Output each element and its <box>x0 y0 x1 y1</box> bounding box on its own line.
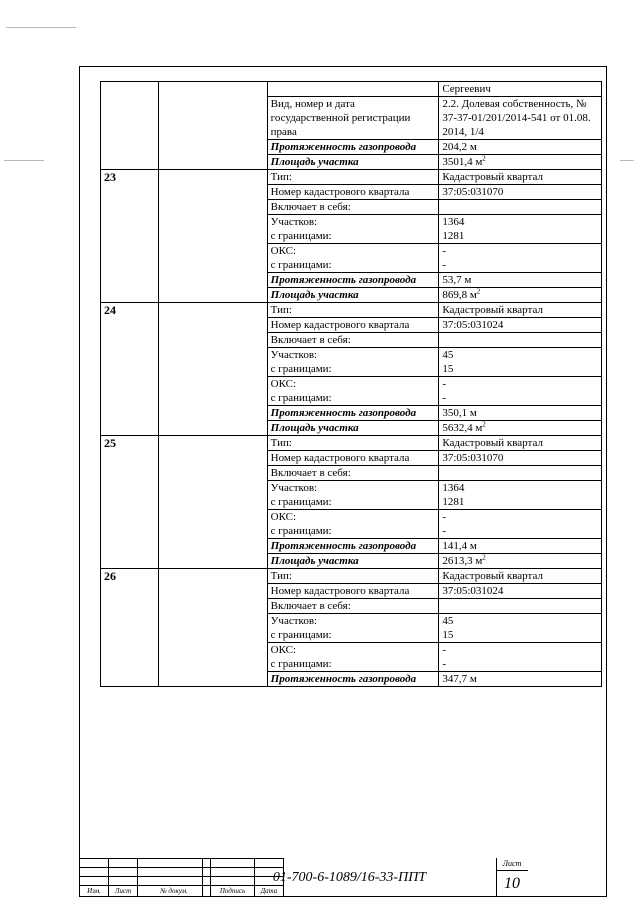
row-label: с границами: <box>267 229 439 244</box>
row-label: Номер кадастрового квартала <box>267 185 439 200</box>
row-value <box>439 155 602 170</box>
row-value <box>439 82 602 97</box>
row-value <box>439 539 602 554</box>
col-label-list: Лист <box>109 886 138 897</box>
scan-artifact-top <box>6 27 76 28</box>
empty-cell <box>159 436 267 569</box>
value-text: Кадастровый квартал <box>442 570 543 582</box>
value-text: - <box>442 378 446 390</box>
row-label: Номер кадастрового квартала <box>267 451 439 466</box>
unit-superscript: 2 <box>476 287 481 296</box>
value-text: 1281 <box>442 496 465 508</box>
value-text: - <box>442 511 446 523</box>
value-text: Кадастровый квартал <box>442 304 543 316</box>
row-label: Включает в себя: <box>267 333 439 348</box>
section-number: 25 <box>101 436 159 569</box>
row-label: Протяженность газопровода <box>267 140 439 155</box>
value-text: 350,1 м <box>442 407 477 419</box>
value-text: - <box>442 259 446 271</box>
value-text: 141,4 м <box>442 540 477 552</box>
row-label: с границами: <box>267 495 439 510</box>
row-label: Участков: <box>267 614 439 629</box>
row-value <box>439 584 602 599</box>
value-text: 37:05:031070 <box>442 186 504 198</box>
value-text: 45 <box>442 615 454 627</box>
section-number: 23 <box>101 170 159 303</box>
section-number <box>101 82 159 170</box>
value-text: 45 <box>442 349 454 361</box>
col-label-date: Дата <box>255 886 284 897</box>
row-label: Протяженность газопровода <box>267 406 439 421</box>
col-label-doc: № докум. <box>138 886 211 897</box>
value-text: 5632,4 м <box>442 422 483 434</box>
value-text: 2613,3 м <box>442 555 483 567</box>
row-value <box>439 200 602 215</box>
row-label: Протяженность газопровода <box>267 273 439 288</box>
table-row <box>101 569 602 584</box>
value-text: Кадастровый квартал <box>442 171 543 183</box>
row-label: Протяженность газопровода <box>267 672 439 687</box>
row-label: Участков: <box>267 481 439 496</box>
value-text: 15 <box>442 629 454 641</box>
value-text: 53,7 м <box>442 274 472 286</box>
empty-cell <box>159 303 267 436</box>
unit-superscript: 2 <box>482 420 486 429</box>
empty-cell <box>159 170 267 303</box>
col-label-izm: Изм. <box>80 886 109 897</box>
value-text: 3501,4 м <box>442 156 483 168</box>
row-value <box>439 348 602 363</box>
row-value <box>439 421 602 436</box>
table-row <box>101 170 602 185</box>
unit-superscript: 2 <box>482 553 486 562</box>
value-text: 347,7 м <box>442 673 477 685</box>
row-label <box>267 82 439 97</box>
row-label: с границами: <box>267 391 439 406</box>
row-value <box>439 657 602 672</box>
row-label: ОКС: <box>267 510 439 525</box>
value-text: 204,2 м <box>442 141 477 153</box>
row-value <box>439 451 602 466</box>
row-value <box>439 628 602 643</box>
value-text: - <box>442 644 446 656</box>
value-text: - <box>442 392 446 404</box>
row-value <box>439 569 602 584</box>
row-label: с границами: <box>267 362 439 377</box>
row-label: Включает в себя: <box>267 466 439 481</box>
row-label: ОКС: <box>267 377 439 392</box>
value-text: - <box>442 525 446 537</box>
row-value <box>439 215 602 230</box>
section-number: 26 <box>101 569 159 687</box>
scan-artifact-right <box>620 160 634 161</box>
section-number: 24 <box>101 303 159 436</box>
row-value <box>439 185 602 200</box>
row-value <box>439 333 602 348</box>
row-value <box>439 554 602 569</box>
row-label: Вид, номер и дата государственной регистрации права <box>267 97 439 140</box>
value-text: 869,8 м <box>442 289 477 301</box>
col-label-signature: Подпись <box>211 886 255 897</box>
value-text: - <box>442 245 446 257</box>
row-value <box>439 318 602 333</box>
row-value <box>439 229 602 244</box>
row-label: Тип: <box>267 436 439 451</box>
row-value <box>439 273 602 288</box>
row-label: Площадь участка <box>267 288 439 303</box>
row-value <box>439 97 602 140</box>
table-row <box>101 303 602 318</box>
row-label: Тип: <box>267 170 439 185</box>
row-label: Площадь участка <box>267 554 439 569</box>
scan-artifact-left <box>4 160 44 161</box>
row-value <box>439 406 602 421</box>
row-value <box>439 481 602 496</box>
row-label: с границами: <box>267 657 439 672</box>
row-value <box>439 288 602 303</box>
row-label: с границами: <box>267 258 439 273</box>
row-label: Участков: <box>267 215 439 230</box>
empty-cell <box>159 82 267 170</box>
value-text: 37:05:031070 <box>442 452 504 464</box>
row-value <box>439 672 602 687</box>
row-value <box>439 258 602 273</box>
value-text: 1364 <box>442 482 465 494</box>
table-row <box>101 82 602 97</box>
row-label: Тип: <box>267 569 439 584</box>
value-text: Кадастровый квартал <box>442 437 543 449</box>
row-value <box>439 244 602 259</box>
row-label: Номер кадастрового квартала <box>267 318 439 333</box>
row-value <box>439 510 602 525</box>
row-value <box>439 436 602 451</box>
value-text: 37:05:031024 <box>442 319 504 331</box>
value-text: 2.2. Долевая собственность, № 37-37-01/201/2014-541 от 01.08. 2014, 1/4 <box>442 98 591 138</box>
row-value <box>439 303 602 318</box>
sheet-box <box>496 858 528 897</box>
sheet-number: 10 <box>504 875 520 892</box>
document-code: 01-700-6-1089/16-33-ППТ <box>202 858 497 897</box>
value-text: 1364 <box>442 216 465 228</box>
row-label: с границами: <box>267 524 439 539</box>
row-value <box>439 614 602 629</box>
row-value <box>439 599 602 614</box>
row-label: Номер кадастрового квартала <box>267 584 439 599</box>
value-text: - <box>442 658 446 670</box>
row-value <box>439 362 602 377</box>
row-label: Площадь участка <box>267 155 439 170</box>
row-label: Площадь участка <box>267 421 439 436</box>
row-label: Участков: <box>267 348 439 363</box>
row-value <box>439 140 602 155</box>
row-value <box>439 524 602 539</box>
value-text: Сергеевич <box>442 83 491 95</box>
row-label: Включает в себя: <box>267 200 439 215</box>
value-text: 37:05:031024 <box>442 585 504 597</box>
row-label: Протяженность газопровода <box>267 539 439 554</box>
value-text: 1281 <box>442 230 465 242</box>
row-label: Включает в себя: <box>267 599 439 614</box>
unit-superscript: 2 <box>482 154 486 163</box>
row-value <box>439 377 602 392</box>
row-label: Тип: <box>267 303 439 318</box>
row-value <box>439 391 602 406</box>
row-value <box>439 643 602 658</box>
row-value <box>439 466 602 481</box>
row-label: ОКС: <box>267 643 439 658</box>
land-plots-table <box>100 81 602 687</box>
value-text: 15 <box>442 363 454 375</box>
row-value <box>439 170 602 185</box>
row-label: с границами: <box>267 628 439 643</box>
row-value <box>439 495 602 510</box>
empty-cell <box>159 569 267 687</box>
table-body <box>101 82 602 687</box>
row-label: ОКС: <box>267 244 439 259</box>
table-row <box>101 436 602 451</box>
sheet-label: Лист <box>496 858 528 871</box>
